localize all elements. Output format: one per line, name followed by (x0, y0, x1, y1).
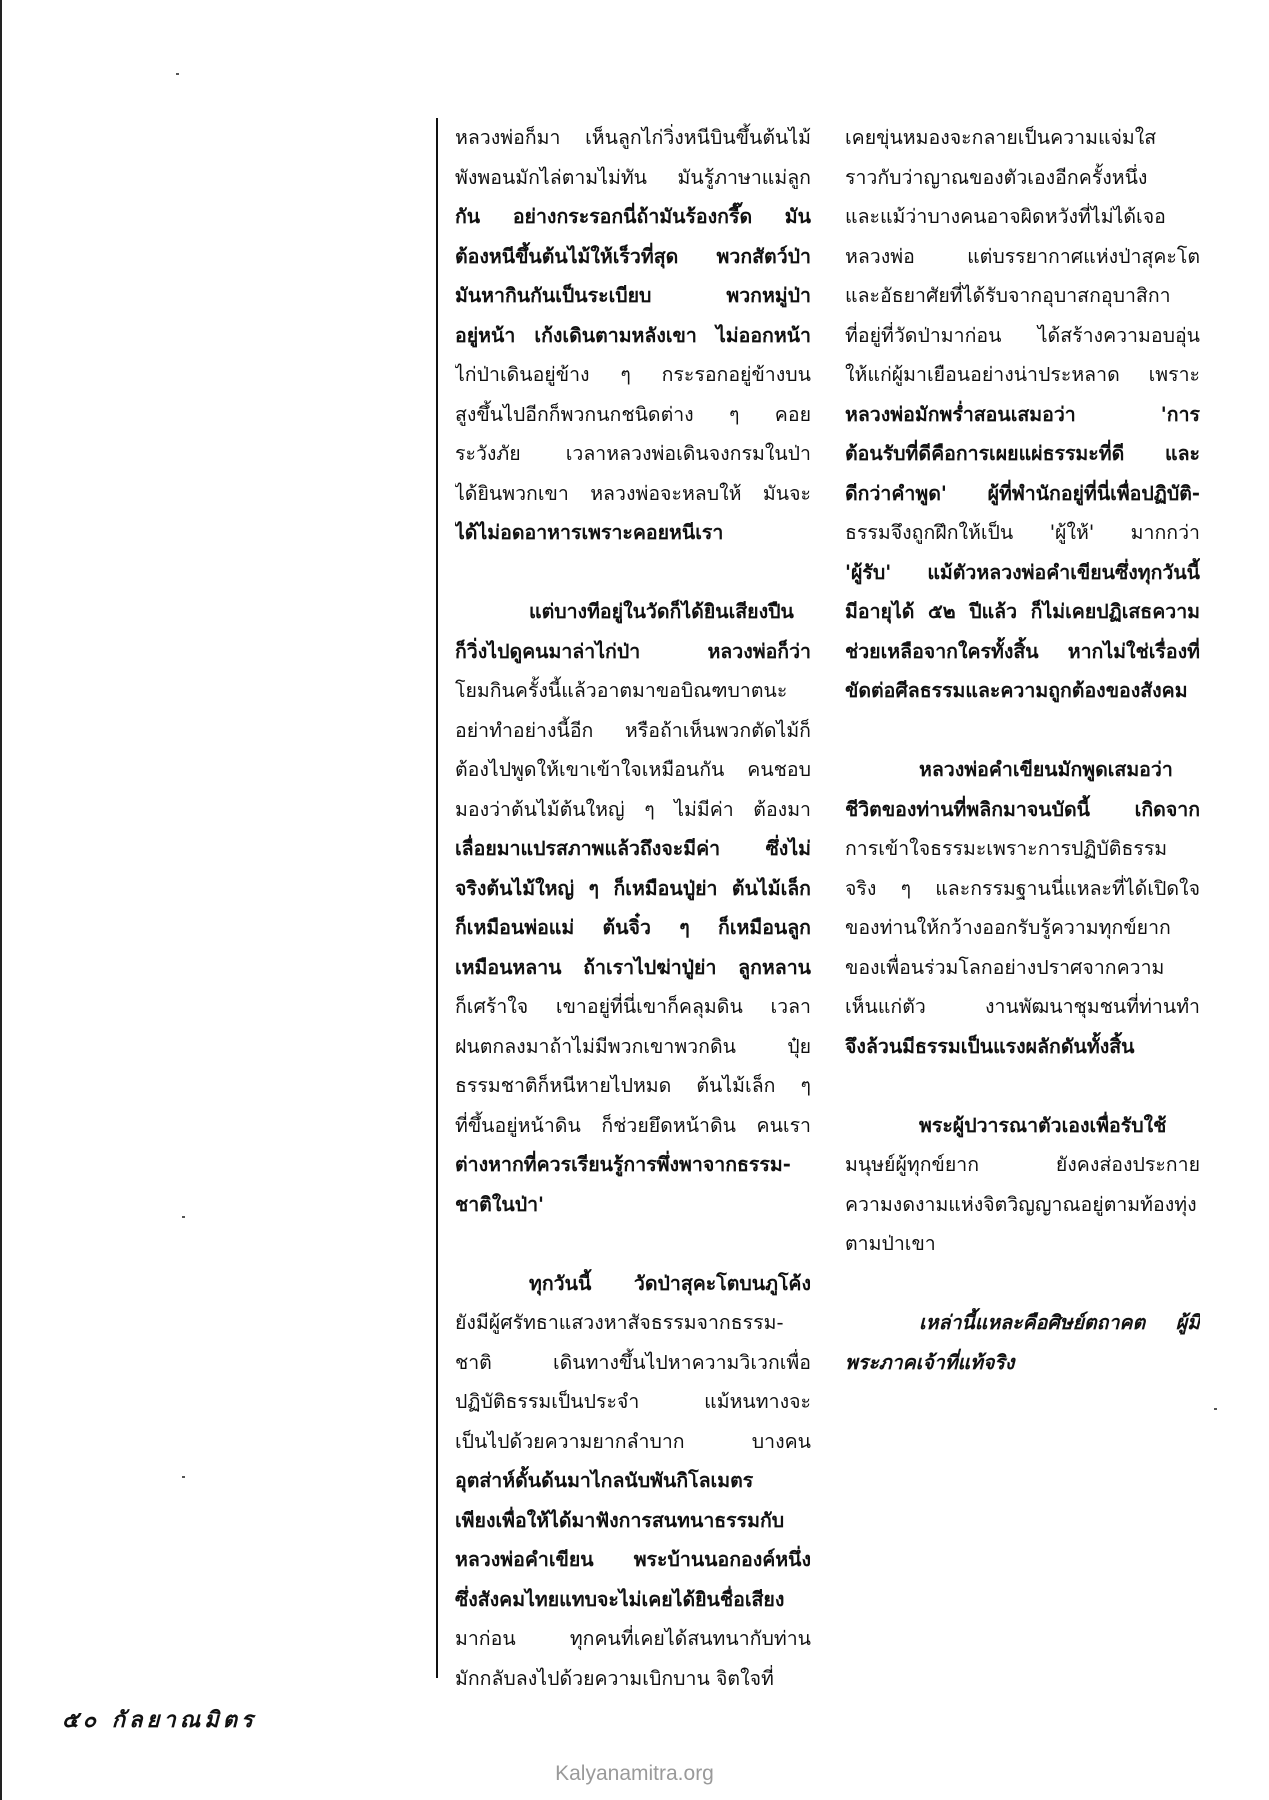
text-line: เหมือนหลาน ถ้าเราไปฆ่าปู่ย่า ลูกหลาน (455, 955, 811, 979)
text-line: ดีกว่าคำพูด' ผู้ที่พำนักอยู่ที่นี่เพื่อปฏิบัติ- (845, 481, 1200, 505)
text-line: โยมกินครั้งนี้แล้วอาตมาขอบิณฑบาตนะ (455, 679, 788, 702)
text-line: ตามป่าเขา (845, 1232, 936, 1255)
page-folio: ๕๐ กัลยาณมิตร (62, 1708, 257, 1733)
text-line: ต้อนรับที่ดีคือการเผยแผ่ธรรมะที่ดี และ (845, 442, 1200, 465)
text-line: ระวังภัย เวลาหลวงพ่อเดินจงกรมในป่า (455, 442, 811, 465)
text-line: พระภาคเจ้าที่แท้จริง (845, 1350, 1015, 1374)
text-line: ปฏิบัติธรรมเป็นประจำ แม้หนทางจะ (455, 1390, 811, 1413)
text-line: ของเพื่อนร่วมโลกอย่างปราศจากความ (845, 955, 1165, 979)
paragraph (455, 1264, 811, 1699)
text-line: ที่ขึ้นอยู่หน้าดิน ก็ช่วยยึดหน้าดิน คนเรา (455, 1113, 811, 1137)
paragraph (455, 118, 811, 553)
text-line: ราวกับว่าญาณของตัวเองอีกครั้งหนึ่ง (845, 165, 1148, 189)
text-line: เป็นไปด้วยความยากลำบาก บางคน (455, 1429, 811, 1453)
text-line: พระผู้ปวารณาตัวเองเพื่อรับใช้ (919, 1113, 1167, 1137)
text-line: อยู่หน้า เก้งเดินตามหลังเขา ไม่ออกหน้า (455, 323, 811, 347)
text-line: ซึ่งสังคมไทยแทบจะไม่เคยได้ยินชื่อเสียง (455, 1587, 785, 1611)
text-line: 'ผู้รับ' แม้ตัวหลวงพ่อคำเขียนซึ่งทุกวันนี้ (845, 560, 1200, 584)
text-line: ช่วยเหลือจากใครทั้งสิ้น หากไม่ใช่เรื่องที่ (845, 639, 1200, 663)
text-line: ชีวิตของท่านที่พลิกมาจนบัดนี้ เกิดจาก (845, 797, 1200, 821)
article-column-left (455, 118, 811, 1698)
text-line: ได้ยินพวกเขา หลวงพ่อจะหลบให้ มันจะ (455, 481, 811, 505)
text-line: พังพอนมักไล่ตามไม่ทัน มันรู้ภาษาแม่ลูก (455, 165, 811, 189)
text-line: หลวงพ่อมักพร่ำสอนเสมอว่า 'การ (845, 402, 1200, 426)
text-line: หลวงพ่อ แต่บรรยากาศแห่งป่าสุคะโต (845, 244, 1200, 268)
article-column-right (845, 118, 1200, 1382)
text-line: หลวงพ่อคำเขียน พระบ้านนอกองค์หนึ่ง (455, 1548, 811, 1571)
text-line: ต้องหนีขึ้นต้นไม้ให้เร็วที่สุด พวกสัตว์ป่า (455, 244, 811, 268)
text-line: จริงต้นไม้ใหญ่ ๆ ก็เหมือนปู่ย่า ต้นไม้เล็ก (455, 876, 811, 900)
text-line: ไก่ป่าเดินอยู่ข้าง ๆ กระรอกอยู่ข้างบน (455, 363, 811, 386)
paragraph (845, 118, 1200, 711)
text-line: กัน อย่างกระรอกนี่ถ้ามันร้องกรี๊ด มัน (455, 205, 811, 228)
paragraph (845, 750, 1200, 1066)
scan-speck (176, 73, 179, 75)
text-line: หลวงพ่อคำเขียนมักพูดเสมอว่า (919, 758, 1173, 781)
text-line: อย่าทำอย่างนี้อีก หรือถ้าเห็นพวกตัดไม้ก็ (455, 718, 811, 742)
text-line: ชาติในป่า' (455, 1192, 544, 1216)
text-line: หลวงพ่อก็มา เห็นลูกไก่วิ่งหนีบินขึ้นต้นไม้ (455, 126, 811, 149)
text-line: และอัธยาศัยที่ได้รับจากอุบาสกอุบาสิกา (845, 284, 1171, 307)
source-watermark: Kalyanamitra.org (555, 1762, 714, 1785)
text-line: เห็นแก่ตัว งานพัฒนาชุมชนที่ท่านทำ (845, 995, 1200, 1018)
text-line: สูงขึ้นไปอีกก็พวกนกชนิดต่าง ๆ คอย (455, 402, 811, 426)
scan-speck (182, 1216, 185, 1218)
text-line: มนุษย์ผู้ทุกข์ยาก ยังคงส่องประกาย (845, 1153, 1200, 1176)
text-line: มักกลับลงไปด้วยความเบิกบาน จิตใจที่ (455, 1666, 774, 1690)
paragraph (845, 1106, 1200, 1264)
text-line: ได้ไม่อดอาหารเพราะคอยหนีเรา (455, 521, 724, 544)
paragraph (455, 592, 811, 1224)
text-line: ธรรมชาติก็หนีหายไปหมด ต้นไม้เล็ก ๆ (455, 1074, 811, 1097)
column-rule (436, 118, 438, 1678)
text-line: เลื่อยมาแปรสภาพแล้วถึงจะมีค่า ซึ่งไม่ (455, 837, 811, 860)
text-line: ก็วิ่งไปดูคนมาล่าไก่ป่า หลวงพ่อก็ว่า (455, 639, 811, 663)
text-line: ต่างหากที่ควรเรียนรู้การพึ่งพาจากธรรม- (455, 1153, 791, 1176)
text-line: เหล่านี้แหละคือศิษย์ตถาคต ผู้มี (919, 1311, 1200, 1334)
text-line: มองว่าต้นไม้ต้นใหญ่ ๆ ไม่มีค่า ต้องมา (455, 797, 811, 821)
text-line: ก็เศร้าใจ เขาอยู่ที่นี่เขาก็คลุมดิน เวลา (455, 995, 811, 1018)
text-line: ฝนตกลงมาถ้าไม่มีพวกเขาพวกดิน ปุ๋ย (455, 1034, 811, 1058)
text-line: ต้องไปพูดให้เขาเข้าใจเหมือนกัน คนชอบ (455, 758, 811, 781)
text-line: การเข้าใจธรรมะเพราะการปฏิบัติธรรม (845, 837, 1168, 860)
text-line: ธรรมจึงถูกฝึกให้เป็น 'ผู้ให้' มากกว่า (845, 521, 1200, 544)
text-line: มันหากินกันเป็นระเบียบ พวกหมู่ป่า (455, 284, 811, 307)
text-line: เพียงเพื่อให้ได้มาฟังการสนทนาธรรมกับ (455, 1508, 785, 1532)
text-line: ชาติ เดินทางขึ้นไปหาความวิเวกเพื่อ (455, 1350, 811, 1374)
scan-speck (1214, 1408, 1217, 1410)
text-line: ทุกวันนี้ วัดป่าสุคะโตบนภูโค้ง (529, 1271, 811, 1295)
text-line: ยังมีผู้ศรัทธาแสวงหาสัจธรรมจากธรรม- (455, 1311, 784, 1334)
text-line: ของท่านให้กว้างออกรับรู้ความทุกข์ยาก (845, 916, 1171, 939)
text-line: ขัดต่อศีลธรรมและความถูกต้องของสังคม (845, 679, 1188, 702)
text-line: จริง ๆ และกรรมฐานนี่แหละที่ได้เปิดใจ (845, 876, 1200, 900)
paragraph (845, 1303, 1200, 1382)
text-line: ความงดงามแห่งจิตวิญญาณอยู่ตามท้องทุ่ง (845, 1192, 1197, 1216)
text-line: เคยขุ่นหมองจะกลายเป็นความแจ่มใส (845, 126, 1157, 149)
text-line: จึงล้วนมีธรรมเป็นแรงผลักดันทั้งสิ้น (845, 1034, 1135, 1058)
text-line: และแม้ว่าบางคนอาจผิดหวังที่ไม่ได้เจอ (845, 205, 1166, 228)
text-line: อุตส่าห์ดั้นด้นมาไกลนับพันกิโลเมตร (455, 1469, 754, 1492)
text-line: ก็เหมือนพ่อแม่ ต้นจิ๋ว ๆ ก็เหมือนลูก (455, 916, 811, 939)
text-line: ให้แก่ผู้มาเยือนอย่างน่าประหลาด เพราะ (845, 363, 1200, 386)
text-line: มีอายุได้ ๕๒ ปีแล้ว ก็ไม่เคยปฏิเสธความ (845, 600, 1200, 623)
text-line: แต่บางทีอยู่ในวัดก็ได้ยินเสียงปืน (529, 600, 794, 623)
scan-speck (182, 1476, 185, 1478)
page-left-edge (0, 0, 2, 1800)
text-line: ที่อยู่ที่วัดป่ามาก่อน ได้สร้างความอบอุ่น (845, 323, 1200, 347)
text-line: มาก่อน ทุกคนที่เคยได้สนทนากับท่าน (455, 1627, 811, 1650)
